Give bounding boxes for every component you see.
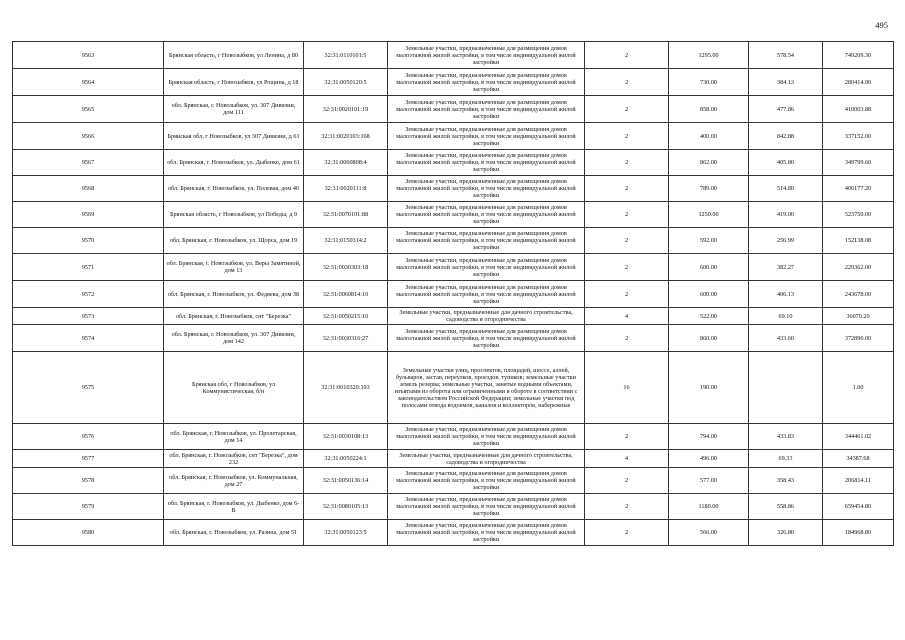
group-code-cell: 2 [585,325,669,352]
group-code-cell: 2 [585,150,669,176]
address-cell: обл. Брянская, г. Новозыбков, ул. Дыбенко, дом 6-В [164,494,304,520]
address-cell: обл. Брянская, г. Новозыбков, ул. Разина, дом 51 [164,520,304,546]
cadastral-number-cell: 32:31:0030303:18 [304,254,388,281]
address-cell: Брянская область, г Новозыбков, ул Победы, д 9 [164,202,304,228]
group-code-cell: 2 [585,424,669,450]
row-number: 9580 [13,520,164,546]
row-number: 9576 [13,424,164,450]
group-code-cell: 2 [585,42,669,69]
specific-value-cell: 405.80 [749,150,823,176]
area-cell: 592.00 [669,228,749,254]
address-cell: обл. Брянская, г. Новозыбков, ул. 307 Дивизии, дом 111 [164,96,304,123]
cadastral-number-cell: 32:31:0060814:10 [304,281,388,308]
specific-value-cell: 419.00 [749,202,823,228]
area-cell: 730.00 [669,69,749,96]
area-cell: 577.00 [669,468,749,494]
table-row [13,424,894,450]
group-code-cell: 2 [585,494,669,520]
row-number: 9578 [13,468,164,494]
land-use-purpose-cell: Земельные участки, предназначенные для размещения домов малоэтажной жилой застройки, в том числе индивидуальной жилой застройки [388,520,585,546]
specific-value-cell: 69.10 [749,308,823,325]
cadastral-number-cell: 32:31:0070101:88 [304,202,388,228]
land-use-purpose-cell: Земельные участки, предназначенные для размещения домов малоэтажной жилой застройки, в том числе индивидуальной жилой застройки [388,281,585,308]
land-use-purpose-cell: Земельные участки, предназначенные для размещения домов малоэтажной жилой застройки, в том числе индивидуальной жилой застройки [388,42,585,69]
table-row [13,96,894,123]
cadastral-number-cell: 32:31:0020103:168 [304,123,388,150]
area-cell: 496.00 [669,450,749,468]
cadastral-number-cell: 32:31:0030108:13 [304,424,388,450]
cadastral-value-cell: 523750.00 [823,202,894,228]
cadastral-value-cell: 344461.02 [823,424,894,450]
cadastral-number-cell: 32:31:0050224:1 [304,450,388,468]
address-cell: обл. Брянская, г. Новозыбков, ул. 307 Дивизии, дом 142 [164,325,304,352]
row-number: 9573 [13,308,164,325]
address-cell: обл. Брянская, г. Новозыбков, ул. Дыбенко, дом 61 [164,150,304,176]
land-use-purpose-cell: Земельные участки, предназначенные для размещения домов малоэтажной жилой застройки, в том числе индивидуальной жилой застройки [388,69,585,96]
specific-value-cell: 406.13 [749,281,823,308]
cadastral-value-cell: 406177.20 [823,176,894,202]
specific-value-cell: 358.43 [749,468,823,494]
specific-value-cell: 433.60 [749,325,823,352]
land-use-purpose-cell: Земельные участки, предназначенные для размещения домов малоэтажной жилой застройки, в том числе индивидуальной жилой застройки [388,424,585,450]
address-cell: обл. Брянская, г. Новозыбков, ул. Веры Замятиной, дом 13 [164,254,304,281]
table-row [13,202,894,228]
group-code-cell: 16 [585,352,669,424]
cadastral-value-cell: 280414.90 [823,69,894,96]
group-code-cell: 2 [585,254,669,281]
table-row [13,228,894,254]
table-row [13,69,894,96]
cadastral-value-cell: 152138.08 [823,228,894,254]
land-use-purpose-cell: Земельные участки, предназначенные для размещения домов малоэтажной жилой застройки, в том числе индивидуальной жилой застройки [388,150,585,176]
row-number: 9577 [13,450,164,468]
specific-value-cell: 842.88 [749,123,823,150]
land-use-purpose-cell: Земельные участки, предназначенные для размещения домов малоэтажной жилой застройки, в том числе индивидуальной жилой застройки [388,123,585,150]
table-row [13,150,894,176]
table-row [13,352,894,424]
land-use-purpose-cell: Земельные участки, предназначенные для размещения домов малоэтажной жилой застройки, в том числе индивидуальной жилой застройки [388,202,585,228]
cadastral-value-cell: 184968.80 [823,520,894,546]
cadastral-value-cell: 349799.60 [823,150,894,176]
address-cell: обл. Брянская, г. Новозыбков, ул. Полевая, дом 40 [164,176,304,202]
table-row [13,176,894,202]
cadastral-number-cell: 32:31:0050123:5 [304,520,388,546]
specific-value-cell: 514.80 [749,176,823,202]
cadastral-number-cell: 32:31:0050136:14 [304,468,388,494]
specific-value-cell: 433.83 [749,424,823,450]
group-code-cell: 2 [585,202,669,228]
specific-value-cell: 384.13 [749,69,823,96]
table-row [13,308,894,325]
cadastral-value-cell: 229362.00 [823,254,894,281]
address-cell: обл. Брянская, г. Новозыбков, ул. Пролетарская, дом 14 [164,424,304,450]
specific-value-cell: 558.86 [749,494,823,520]
cadastral-number-cell: 32:31:0010320:193 [304,352,388,424]
area-cell: 190.00 [669,352,749,424]
group-code-cell: 4 [585,308,669,325]
row-number: 9569 [13,202,164,228]
area-cell: 794.00 [669,424,749,450]
cadastral-value-cell: 749209.30 [823,42,894,69]
address-cell: обл. Брянская, г. Новозыбков, ул. Щорса, дом 19 [164,228,304,254]
row-number: 9568 [13,176,164,202]
group-code-cell: 2 [585,96,669,123]
cadastral-number-cell: 32:31:0080105:13 [304,494,388,520]
area-cell: 858.00 [669,96,749,123]
land-use-purpose-cell: Земельные участки, предназначенные для дачного строительства, садоводства и огородничества [388,450,585,468]
cadastral-value-cell: 410003.88 [823,96,894,123]
area-cell: 789.00 [669,176,749,202]
table-row [13,254,894,281]
group-code-cell: 2 [585,176,669,202]
table-row [13,123,894,150]
row-number: 9579 [13,494,164,520]
cadastral-value-cell: 337152.00 [823,123,894,150]
cadastral-value-cell: 372896.00 [823,325,894,352]
cadastral-value-cell: 206814.11 [823,468,894,494]
area-cell: 600.00 [669,254,749,281]
cadastral-value-table [12,41,894,546]
area-cell: 1180.00 [669,494,749,520]
cadastral-number-cell: 32:31:0050120:5 [304,69,388,96]
table-row [13,520,894,546]
cadastral-value-cell: 36070.20 [823,308,894,325]
cadastral-value-cell: 659454.80 [823,494,894,520]
cadastral-number-cell: 32:31:0050215:10 [304,308,388,325]
address-cell: Брянская область, г Новозыбков, ул Ленина, д 80 [164,42,304,69]
table-row [13,325,894,352]
address-cell: обл. Брянская, г. Новозыбков, ул. Коммунальная, дом 27 [164,468,304,494]
group-code-cell: 2 [585,281,669,308]
cadastral-value-cell: 34387.68 [823,450,894,468]
address-cell: обл. Брянская, г. Новозыбков, ул. Федяева, дом 38 [164,281,304,308]
cadastral-number-cell: 32:31:0150314:2 [304,228,388,254]
page-number: 495 [875,20,888,30]
specific-value-cell: 256.99 [749,228,823,254]
row-number: 9571 [13,254,164,281]
cadastral-number-cell: 32:31:0020101:19 [304,96,388,123]
land-use-purpose-cell: Земельные участки, предназначенные для дачного строительства, садоводства и огородничества [388,308,585,325]
land-use-purpose-cell: Земельные участки, предназначенные для размещения домов малоэтажной жилой застройки, в том числе индивидуальной жилой застройки [388,176,585,202]
specific-value-cell: 326.80 [749,520,823,546]
specific-value-cell: 69.33 [749,450,823,468]
cadastral-number-cell: 32:31:0110101:5 [304,42,388,69]
group-code-cell: 2 [585,468,669,494]
table-body [13,42,894,546]
cadastral-number-cell: 32:31:0020111:8 [304,176,388,202]
area-cell: 600.00 [669,281,749,308]
land-use-purpose-cell: Земельные участки, предназначенные для размещения домов малоэтажной жилой застройки, в том числе индивидуальной жилой застройки [388,468,585,494]
group-code-cell: 2 [585,123,669,150]
row-number: 9563 [13,42,164,69]
specific-value-cell: 578.54 [749,42,823,69]
row-number: 9572 [13,281,164,308]
land-use-purpose-cell: Земельные участки, предназначенные для размещения домов малоэтажной жилой застройки, в том числе индивидуальной жилой застройки [388,494,585,520]
area-cell: 566.00 [669,520,749,546]
address-cell: Брянская обл, г Новозыбков, ул 307 Дивизии, д 61 [164,123,304,150]
row-number: 9564 [13,69,164,96]
address-cell: обл. Брянская, г. Новозыбков, снт "Березка", дом 232 [164,450,304,468]
area-cell: 860.00 [669,325,749,352]
group-code-cell: 2 [585,520,669,546]
row-number: 9566 [13,123,164,150]
table-row [13,42,894,69]
group-code-cell: 2 [585,228,669,254]
table-row [13,450,894,468]
land-use-purpose-cell: Земельные участки, предназначенные для размещения домов малоэтажной жилой застройки, в том числе индивидуальной жилой застройки [388,254,585,281]
table-row [13,468,894,494]
area-cell: 1295.00 [669,42,749,69]
specific-value-cell: 477.86 [749,96,823,123]
address-cell: Брянская область, г Новозыбков, ул Рощина, д 18 [164,69,304,96]
row-number: 9575 [13,352,164,424]
area-cell: 862.00 [669,150,749,176]
cadastral-value-cell: 1.00 [823,352,894,424]
land-use-purpose-cell: Земельные участки улиц, проспектов, площадей, шоссе, аллей, бульваров, застав, переулков, проездов, тупиков; земельные участки земель резерва; земельные участки, занятые водными объектами, изъятыми из оборота или ограниченными в обороте в соответствии с законодательством Российской Федерации; земельные участки под полосами отвода водоемов, каналов и коллекторов, набережные [388,352,585,424]
row-number: 9565 [13,96,164,123]
address-cell: обл. Брянская, г. Новозыбков, снт "Березка" [164,308,304,325]
table-row [13,281,894,308]
group-code-cell: 2 [585,69,669,96]
table-row [13,494,894,520]
area-cell: 1250.00 [669,202,749,228]
land-use-purpose-cell: Земельные участки, предназначенные для размещения домов малоэтажной жилой застройки, в том числе индивидуальной жилой застройки [388,325,585,352]
row-number: 9574 [13,325,164,352]
cadastral-number-cell: 32:31:0030316:27 [304,325,388,352]
area-cell: 400.00 [669,123,749,150]
row-number: 9570 [13,228,164,254]
area-cell: 522.00 [669,308,749,325]
cadastral-number-cell: 32:31:0060808:4 [304,150,388,176]
cadastral-value-cell: 243678.00 [823,281,894,308]
address-cell: Брянская обл, г Новозыбков, ул Коммунистическая, б/н [164,352,304,424]
row-number: 9567 [13,150,164,176]
land-use-purpose-cell: Земельные участки, предназначенные для размещения домов малоэтажной жилой застройки, в том числе индивидуальной жилой застройки [388,96,585,123]
specific-value-cell: 382.27 [749,254,823,281]
land-use-purpose-cell: Земельные участки, предназначенные для размещения домов малоэтажной жилой застройки, в том числе индивидуальной жилой застройки [388,228,585,254]
group-code-cell: 4 [585,450,669,468]
specific-value-cell [749,352,823,424]
